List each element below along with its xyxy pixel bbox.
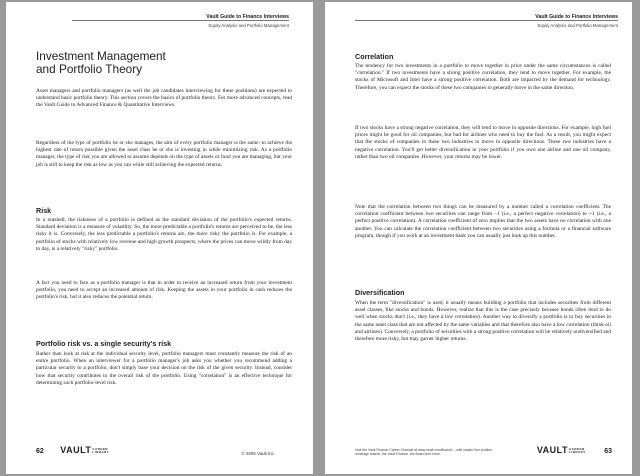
- header-subtitle-right: Equity Analysis and Portfolio Management: [537, 23, 618, 28]
- correlation-paragraph-2: If two stocks have a strong negative correlation, they will tend to move in opposite directions. For example, high fuel prices might be good for oil companies, but bad for airlines who need to buy the fuel. As a result, you might expect that the stocks of companies in these two industries to move in opposite directions. These two industries have a negative correlation. You'll get better diversification in your portfolio if you own one airline and one oil company, rather than two oil companies. However, your returns may be lower.: [355, 125, 611, 160]
- risk-heading: Risk: [36, 206, 52, 215]
- correlation-heading: Correlation: [355, 52, 394, 61]
- intro-paragraph-1: Asset managers and portfolio managers (as well the job candidates interviewing for these positions) are expected to understand basic portfolio theory. This section covers the basics of portfolio theory. For more advanced concepts, read the Vault Guide to Advanced Finance & Quantitative Interviews.: [36, 88, 292, 109]
- page-number-left: 62: [36, 448, 44, 455]
- header-subtitle: Equity Analysis and Portfolio Management: [208, 23, 289, 28]
- risk-paragraph-1: In a nutshell, the riskiness of a portfolio is defined as the standard deviation of the portfolio's expected returns. Standard deviation is a measure of volatility. So, the more predictable a portfolio's returns are perceived to be, the less risky it is. Conversely, the less predictable a portfolio's returns are, the more risky the portfolio is. For example, a portfolio of stocks with relatively low revenue and high growth prospects, where the prices can move wildly from day to day, is a relatively "risky" portfolio.: [36, 217, 292, 252]
- diversification-paragraph: When the term "diversification" is used, it usually means building a portfolio that includes securities from different asset classes, like stocks and bonds. However, realize that this is the case precisely because bonds often tend to do well when stocks don't (i.e., they have a low correlation). Another way to diversify a portfolio is to buy securities in the same asset class that are not affected by the same variables and that therefore also have a low correlation (think oil and airlines). Conversely, a portfolio of securities with a strong positive correlation will be relatively undiversified and therefore more risky, but may garner higher returns.: [355, 300, 611, 343]
- correlation-paragraph-3: Note that the correlation between two things can be measured by a number called a correlation coefficient. The correlation coefficient between two securities can range from –1 (i.e., a perfect negative correlation) to +1 (i.e., a perfect positive correlation). A correlation coefficient of zero implies that the two assets have no correlation with one another. You can calculate the correlation coefficient between two securities using a formula or a financial software program, though if you work at an investment bank you can usually just look up this number.: [355, 204, 611, 239]
- footer-note: Visit the Vault Finance Career Channel at www.vault.com/finance – with insider firm profiles, message boards, the Vault Finance Job Board and more.: [355, 447, 493, 456]
- chapter-title-line2: and Portfolio Theory: [36, 62, 143, 76]
- left-column: [36, 49, 292, 386]
- risk-paragraph-2: A fact you need to face as a portfolio manager is that in order to receive an increased return from your investment portfolio, you need to accept an increased amount of risk. Keeping the assets in your portfolio in cash reduces the portfolio's risk, but it also reduces the potential return.: [36, 280, 292, 301]
- right-footer: [537, 440, 612, 458]
- header-rule: [72, 20, 289, 21]
- left-page: [6, 2, 313, 474]
- vault-logo-right: VAULTCAREER LIBRARY: [536, 445, 586, 455]
- header-title: Vault Guide to Finance Interviews: [206, 14, 289, 20]
- correlation-paragraph-1: The tendency for two investments in a portfolio to move together in price under the same circumstances is called "correlation." If two investments have a strong positive correlation, they tend to move together. For example, the stocks of Microsoft and Intel have a strong positive correlation. Both are impacted by the demand for technology. Therefore, you can expect the stocks of these two companies to generally move in the same direction.: [355, 63, 611, 91]
- header-title-right: Vault Guide to Finance Interviews: [535, 14, 618, 20]
- left-footer: [36, 440, 109, 458]
- chapter-title: [36, 50, 292, 76]
- portfolio-risk-heading: Portfolio risk vs. a single security's risk: [36, 339, 172, 348]
- vault-logo-left: VAULTCAREER LIBRARY: [60, 445, 110, 455]
- right-page: [325, 2, 632, 474]
- copyright: © 2005 Vault Inc.: [241, 451, 275, 456]
- header-rule-right: [355, 20, 618, 21]
- intro-paragraph-2: Regardless of the type of portfolio he or she manages, the aim of every portfolio manager is the same: to achieve the highest rate of return possible given the asset class he or she is investing in while minimizing risk. As a portfolio manager, the type of risk you are allowed to assume depends on the type of assets or fund you are managing, but your job is still to keep the risk as low as you can while still achieving the expected returns.: [36, 140, 292, 168]
- portfolio-risk-paragraph: Rather than look at risk at the individual security level, portfolio managers must constantly measure the risk of an entire portfolio. When an interviewer for a portfolio manager's job asks you whether you recommend adding a particular security to a portfolio, don't simply base your decision on the risk of the given security. Instead, consider how that security contributes to the overall risk of the portfolio. Using "correlation" is an effective technique for determining such portfolio-level risk.: [36, 351, 292, 386]
- page-number-right: 63: [604, 448, 612, 455]
- chapter-title-line1: Investment Management: [36, 49, 166, 63]
- diversification-heading: Diversification: [355, 288, 405, 297]
